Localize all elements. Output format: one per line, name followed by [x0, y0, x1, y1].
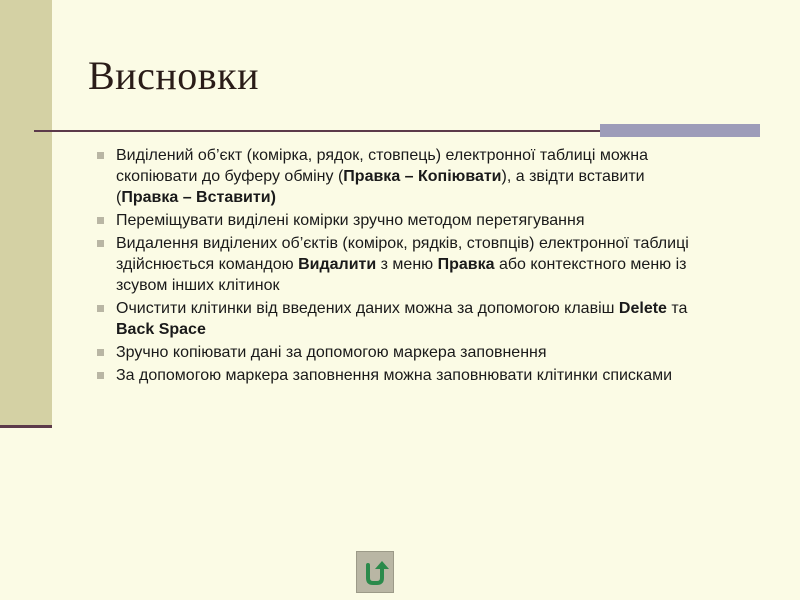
conclusion-text: та	[666, 300, 688, 317]
return-arrow-icon	[357, 552, 393, 592]
conclusion-text-bold: Delete	[618, 300, 667, 317]
conclusion-text: або контекстного меню із зсувом інших клітинок	[116, 256, 687, 294]
conclusion-text: Виділений об’єкт (комірка, рядок, стовпець) електронної таблиці можна скопіювати до буферу обміну (	[116, 147, 648, 185]
conclusion-text: За допомогою маркера заповнення можна заповнювати клітинки списками	[116, 367, 673, 384]
bullet-square-icon	[97, 240, 104, 247]
conclusion-text: Переміщувати виділені комірки зручно методом перетягування	[116, 212, 585, 229]
conclusion-text: ), а звідти вставити (	[116, 168, 645, 206]
conclusion-item	[96, 365, 696, 386]
conclusion-item	[96, 298, 696, 340]
bullet-square-icon	[97, 372, 104, 379]
conclusions-list	[96, 145, 696, 388]
title-divider-line	[34, 130, 600, 132]
conclusion-text-bold: Видалити	[298, 256, 377, 273]
bullet-square-icon	[97, 349, 104, 356]
conclusion-text-bold: Правка – Копіювати	[343, 168, 502, 185]
conclusion-text: з меню	[376, 256, 438, 273]
bullet-square-icon	[97, 217, 104, 224]
conclusion-text: Зручно копіювати дані за допомогою маркера заповнення	[116, 344, 547, 361]
side-accent-underline	[0, 425, 52, 428]
conclusion-text-bold: Правка – Вставити)	[121, 189, 276, 206]
bullet-square-icon	[97, 152, 104, 159]
conclusion-item	[96, 342, 696, 363]
return-button[interactable]	[356, 551, 394, 593]
title-divider-block	[600, 124, 760, 137]
side-accent-bar	[0, 0, 52, 425]
conclusion-text: Видалення виділених об’єктів (комірок, рядків, стовпців) електронної таблиці здійснюється командою	[116, 235, 689, 273]
conclusion-item	[96, 210, 696, 231]
conclusion-text-bold: Back Space	[116, 321, 206, 338]
conclusion-item	[96, 233, 696, 296]
slide-title: Висновки	[88, 53, 259, 98]
conclusion-text-bold: Правка	[437, 256, 495, 273]
bullet-square-icon	[97, 305, 104, 312]
conclusion-item	[96, 145, 696, 208]
conclusion-text: Очистити клітинки від введених даних можна за допомогою клавіш	[116, 300, 619, 317]
